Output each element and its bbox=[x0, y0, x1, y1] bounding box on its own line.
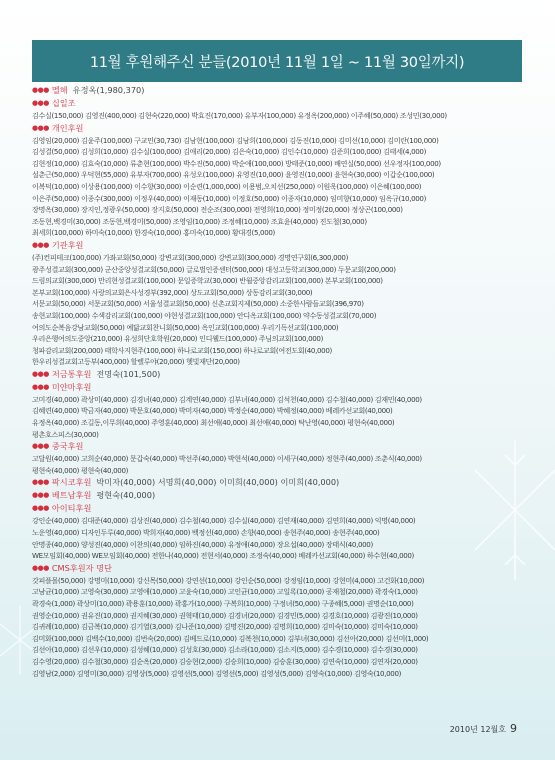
bullet-dots-icon: ●●● bbox=[32, 478, 49, 487]
donor-rows bbox=[32, 135, 524, 239]
donor-rows bbox=[32, 394, 524, 440]
donor-row: 김영남(2,000) 김영미(30,000) 김영상(5,000) 김영선(5,000) 김영선(5,000) 김영성(5,000) 김영숙(10,000) 김영숙(10,000) bbox=[32, 668, 402, 678]
section-title: CMS후원자 명단 bbox=[51, 562, 112, 573]
section-header bbox=[32, 84, 524, 97]
donor-row: 김미화(100,000) 김백수(10,000) 김번숙(20,000) 김베드로(10,000) 김복천(10,000) 김부녀(30,000) 김선아(20,000) 김선미(1,000) bbox=[32, 633, 429, 643]
section-title: 중국후원 bbox=[51, 441, 84, 452]
donor-row: 우리은행여의도중앙(210,000) 유성희단호학원(20,000) 인디웰드(100,000) 주님의교회(100,000) bbox=[32, 334, 323, 344]
donor-row: 드림의교회(300,000) 만리현성결교회(100,000) 문일증학교(30,000) 반월중앙감리교회(100,000) 본부교회(100,000) bbox=[32, 276, 383, 286]
bullet-dots-icon: ●●● bbox=[32, 563, 49, 572]
donor-row: 권영순(10,000) 권유진(10,000) 권지혜(30,000) 권혁태(10,000) 김경녀(20,000) 김경민(5,000) 김경호(10,000) 김광진(10,000) bbox=[32, 610, 418, 620]
donor-row: 김성결(50,000) 김성희(10,000) 김수실(100,000) 김애리(20,000) 김은숙(10,000) 김인수(10,000) 김준희(100,000) 김태세(4,000) bbox=[32, 147, 427, 157]
section-inline-donors: 전명숙(101,500) bbox=[96, 368, 161, 379]
section-header bbox=[32, 489, 524, 502]
page-title: 11월 후원해주신 분들(2010년 11월 1일 ~ 11월 30일까지) bbox=[89, 54, 465, 71]
donor-row: 청파감리교회(200,000) 태학사지현주(100,000) 하나로교회(150,000) 하나로교회(여전도회(40,000) bbox=[32, 345, 332, 355]
page-title-banner bbox=[32, 40, 522, 82]
section-header bbox=[32, 368, 524, 381]
donor-row: 이은주(50,000) 이종수(300,000) 이정우(40,000) 이재동(10,000) 이정호(50,000) 이종자(10,000) 임미향(10,000) 임옥규(10,000) bbox=[32, 193, 427, 203]
bullet-dots-icon: ●●● bbox=[32, 491, 49, 500]
bullet-dots-icon: ●●● bbox=[32, 382, 49, 391]
donor-row: 조동현,백경미(30,000) 조동현,백경미(50,000) 조영임(10,000) 조정혜(10,000) 조효윤(40,000) 진도철(30,000) bbox=[32, 216, 367, 226]
bullet-dots-icon: ●●● bbox=[32, 442, 49, 451]
section-title: 아이티후원 bbox=[51, 503, 92, 514]
donor-row: 송현교회(100,000) 수색감리교회(100,000) 야현성결교회(100,000) 안디옥교회(100,000) 약수동성결교회(70,000) bbox=[32, 310, 377, 320]
donor-row: 서문교회(50,000) 서문교회(50,000) 서울성결교회(50,000) 신촌교회지제(50,000) 소중한사람들교회(396,970) bbox=[32, 299, 364, 309]
bullet-dots-icon: ●●● bbox=[32, 504, 49, 513]
donor-row: 김수영(20,000) 김수철(30,000) 김순옥(20,000) 김승현(2,000) 김승희(10,000) 김승훈(30,000) 김연숙(10,000) 김연자(20,000) bbox=[32, 656, 418, 666]
donor-row: 김귀례(10,000) 김금복(10,000) 김기열(3,000) 김나준(10,000) 김명진(20,000) 김명희(10,000) 김미숙(10,000) 김미숙(10,000) bbox=[32, 622, 418, 632]
donor-row: 강인순(40,000) 김대준(40,000) 김상진(40,000) 김수철(40,000) 김수실(40,000) 김연재(40,000) 김연희(40,000) 익명(40,000) bbox=[32, 516, 416, 526]
donor-row: 최세희(100,000) 하미숙(10,000) 한경숙(10,000) 홍미숙(10,000) 황대경(5,000) bbox=[32, 228, 275, 238]
page-number: 9 bbox=[510, 722, 517, 735]
donor-row: 김혜련(40,000) 박금자(40,000) 박문호(40,000) 박미자(40,000) 박정순(40,000) 박혜정(40,000) 베레카선교회(40,000) bbox=[32, 406, 393, 416]
donor-row: (주)컨피테크(100,000) 가좌교회(50,000) 강변교회(300,000) 강변교회(300,000) 경명연구회(6,300,000) bbox=[32, 252, 349, 262]
donor-row: WE모임회(40,000) WE모임회(40,000) 전한나(40,000) 전현서(40,000) 조정숙(40,000) 베레카선교회(40,000) 하수현(40,000) bbox=[32, 551, 414, 561]
bullet-dots-icon: ●●● bbox=[32, 99, 49, 107]
donor-row: 김선아(10,000) 김선우(10,000) 김성혜(10,000) 김성호(30,000) 김소라(10,000) 김소지(5,000) 김수경(10,000) 김수경(30,000) bbox=[32, 645, 418, 655]
donor-row: 한우리성결교회고등부(400,000) 할렐루야(20,000) 헷빛재단(20,000) bbox=[32, 357, 240, 367]
section-header bbox=[32, 476, 524, 489]
donor-row: 김수실(150,000) 김영진(400,000) 김현숙(220,000) 박효진(170,000) 유부자(100,000) 유정옥(200,000) 이주혜(50,000) 조성민(30,000) bbox=[32, 111, 447, 120]
page-footer bbox=[450, 722, 517, 735]
bullet-dots-icon: ●●● bbox=[32, 123, 49, 132]
bullet-dots-icon: ●●● bbox=[32, 86, 49, 94]
donor-list bbox=[32, 84, 524, 679]
donor-row: 안명종(40,000) 양성진(40,000) 이찬의(40,000) 임하진(40,000) 유정애(40,000) 장요섭(40,000) 장태식(40,000) bbox=[32, 539, 373, 549]
section-header bbox=[32, 381, 524, 394]
section-header bbox=[32, 239, 524, 252]
section-header bbox=[32, 440, 524, 453]
section-title: 개인후원 bbox=[51, 122, 84, 133]
section-title: 저금통후원 bbox=[51, 368, 92, 379]
section-title: 기관후원 bbox=[51, 239, 84, 250]
donor-row: 여의도순복음강남교회(50,000) 예닮교회찬니회(50,000) 옥인교회(100,000) 우리기독선교회(100,000) bbox=[32, 322, 339, 332]
donor-row: 장명옥(30,000) 장지인,정광우(50,000) 장지호(50,000) 전순조(300,000) 전영희(10,000) 정미정(20,000) 정상곤(100,000) bbox=[32, 205, 403, 215]
section-title: 미얀마후원 bbox=[51, 381, 92, 392]
donor-row: 고남균(10,000) 고영숙(30,000) 고영애(10,000) 고윤숙(10,000) 고인균(10,000) 고일록(10,000) 공재철(20,000) 곽경숙(1,000) bbox=[32, 587, 418, 597]
section-title: 팍시코후원 bbox=[51, 477, 92, 488]
section-title: 십일조 bbox=[51, 98, 76, 108]
donor-row: 평현숙(40,000) 평현숙(40,000) bbox=[32, 465, 129, 475]
donor-row: 평촌호스피스(30,000) bbox=[32, 429, 99, 439]
donor-row: 본부교회(100,000) 사랑의교회은사성경부(392,000) 상도교회(50,000) 상동감리교회(30,000) bbox=[32, 287, 313, 297]
section-header bbox=[32, 502, 524, 515]
donor-rows bbox=[32, 110, 524, 122]
donor-row: 이복덕(10,000) 이상용(100,000) 이수향(30,000) 이순련(1,000,000) 이용범,오치선(250,000) 이원욱(100,000) 이은혜(100,000) bbox=[32, 181, 422, 191]
donor-row: 고달원(40,000) 고희순(40,000) 문갑숙(40,000) 박선주(40,000) 박현석(40,000) 이세구(40,000) 정현주(40,000) 조춘식(40,000) bbox=[32, 454, 422, 464]
section-inline-donors: 평현숙(40,000) bbox=[96, 490, 156, 501]
donor-rows bbox=[32, 252, 524, 368]
donor-row: 곽경숙(1,000) 곽상미(10,000) 곽용훈(10,000) 곽홍가(10,000) 구복희(10,000) 구정녀(50,000) 구종혜(5,000) 권명순(10,000) bbox=[32, 599, 414, 608]
section-header bbox=[32, 562, 524, 575]
donor-rows bbox=[32, 575, 524, 679]
bullet-dots-icon: ●●● bbox=[32, 369, 49, 378]
section-header bbox=[32, 122, 524, 135]
donor-row: 노운영(40,000) 디자인두루(40,000) 박희자(40,000) 백정선(40,000) 손향(40,000) 송현주(40,000) 송현주(40,000) bbox=[32, 528, 380, 538]
section-header bbox=[32, 97, 524, 110]
section-title: 멜해 bbox=[51, 85, 68, 95]
donor-row: 광주성결교회(300,000) 군산중앙성결교회(50,000) 글로벌인증센터(500,000) 대성고등학교(300,000) 두문교회(200,000) bbox=[32, 264, 396, 274]
section-inline-donors: 박미자(40,000) 서명희(40,000) 이미희(40,000) 이미희(40,000) bbox=[96, 477, 340, 488]
donor-rows bbox=[32, 515, 524, 561]
donor-row: 김영임(20,000) 김윤주(100,000) 구교민(30,730) 김남현(100,000) 김남희(100,000) 김동진(10,000) 김미선(10,000) 김미란(100,000) bbox=[32, 135, 439, 145]
donor-row: 갓피플몰(50,000) 강명미(10,000) 강신목(50,000) 강연선(10,000) 강인순(50,000) 강정임(10,000) 강현미(4,000) 고건화(10,000) bbox=[32, 575, 425, 585]
issue-label: 2010년 12월호 bbox=[449, 725, 506, 734]
section-title: 베트남후원 bbox=[51, 490, 92, 501]
donor-row: 설춘근(50,000) 우덕현(55,000) 유부자(700,000) 유성오(100,000) 유영진(10,000) 윤영진(10,000) 윤현숙(30,000) 이갑순(100,000) bbox=[32, 170, 435, 180]
donor-row: 김현정(10,000) 김효숙(10,000) 류춘현(100,000) 박수진(50,000) 박순애(100,000) 방태준(10,000) 배연실(50,000) 선우정자(100,000) bbox=[32, 158, 441, 168]
bullet-dots-icon: ●●● bbox=[32, 240, 49, 249]
donor-row: 고미경(40,000) 곽상미(40,000) 김경녀(40,000) 김계연(40,000) 김부녀(40,000) 김석천(40,000) 김수철(40,000) 김재민(40,000) bbox=[32, 394, 422, 404]
section-inline-donors: 유정옥(1,980,370) bbox=[72, 85, 145, 95]
donor-row: 유정옥(40,000) 조길동,이무희(40,000) 주영훈(40,000) 최선애(40,000) 최선애(40,000) 탁난영(40,000) 평현숙(40,000) bbox=[32, 418, 395, 428]
donor-rows bbox=[32, 453, 524, 476]
